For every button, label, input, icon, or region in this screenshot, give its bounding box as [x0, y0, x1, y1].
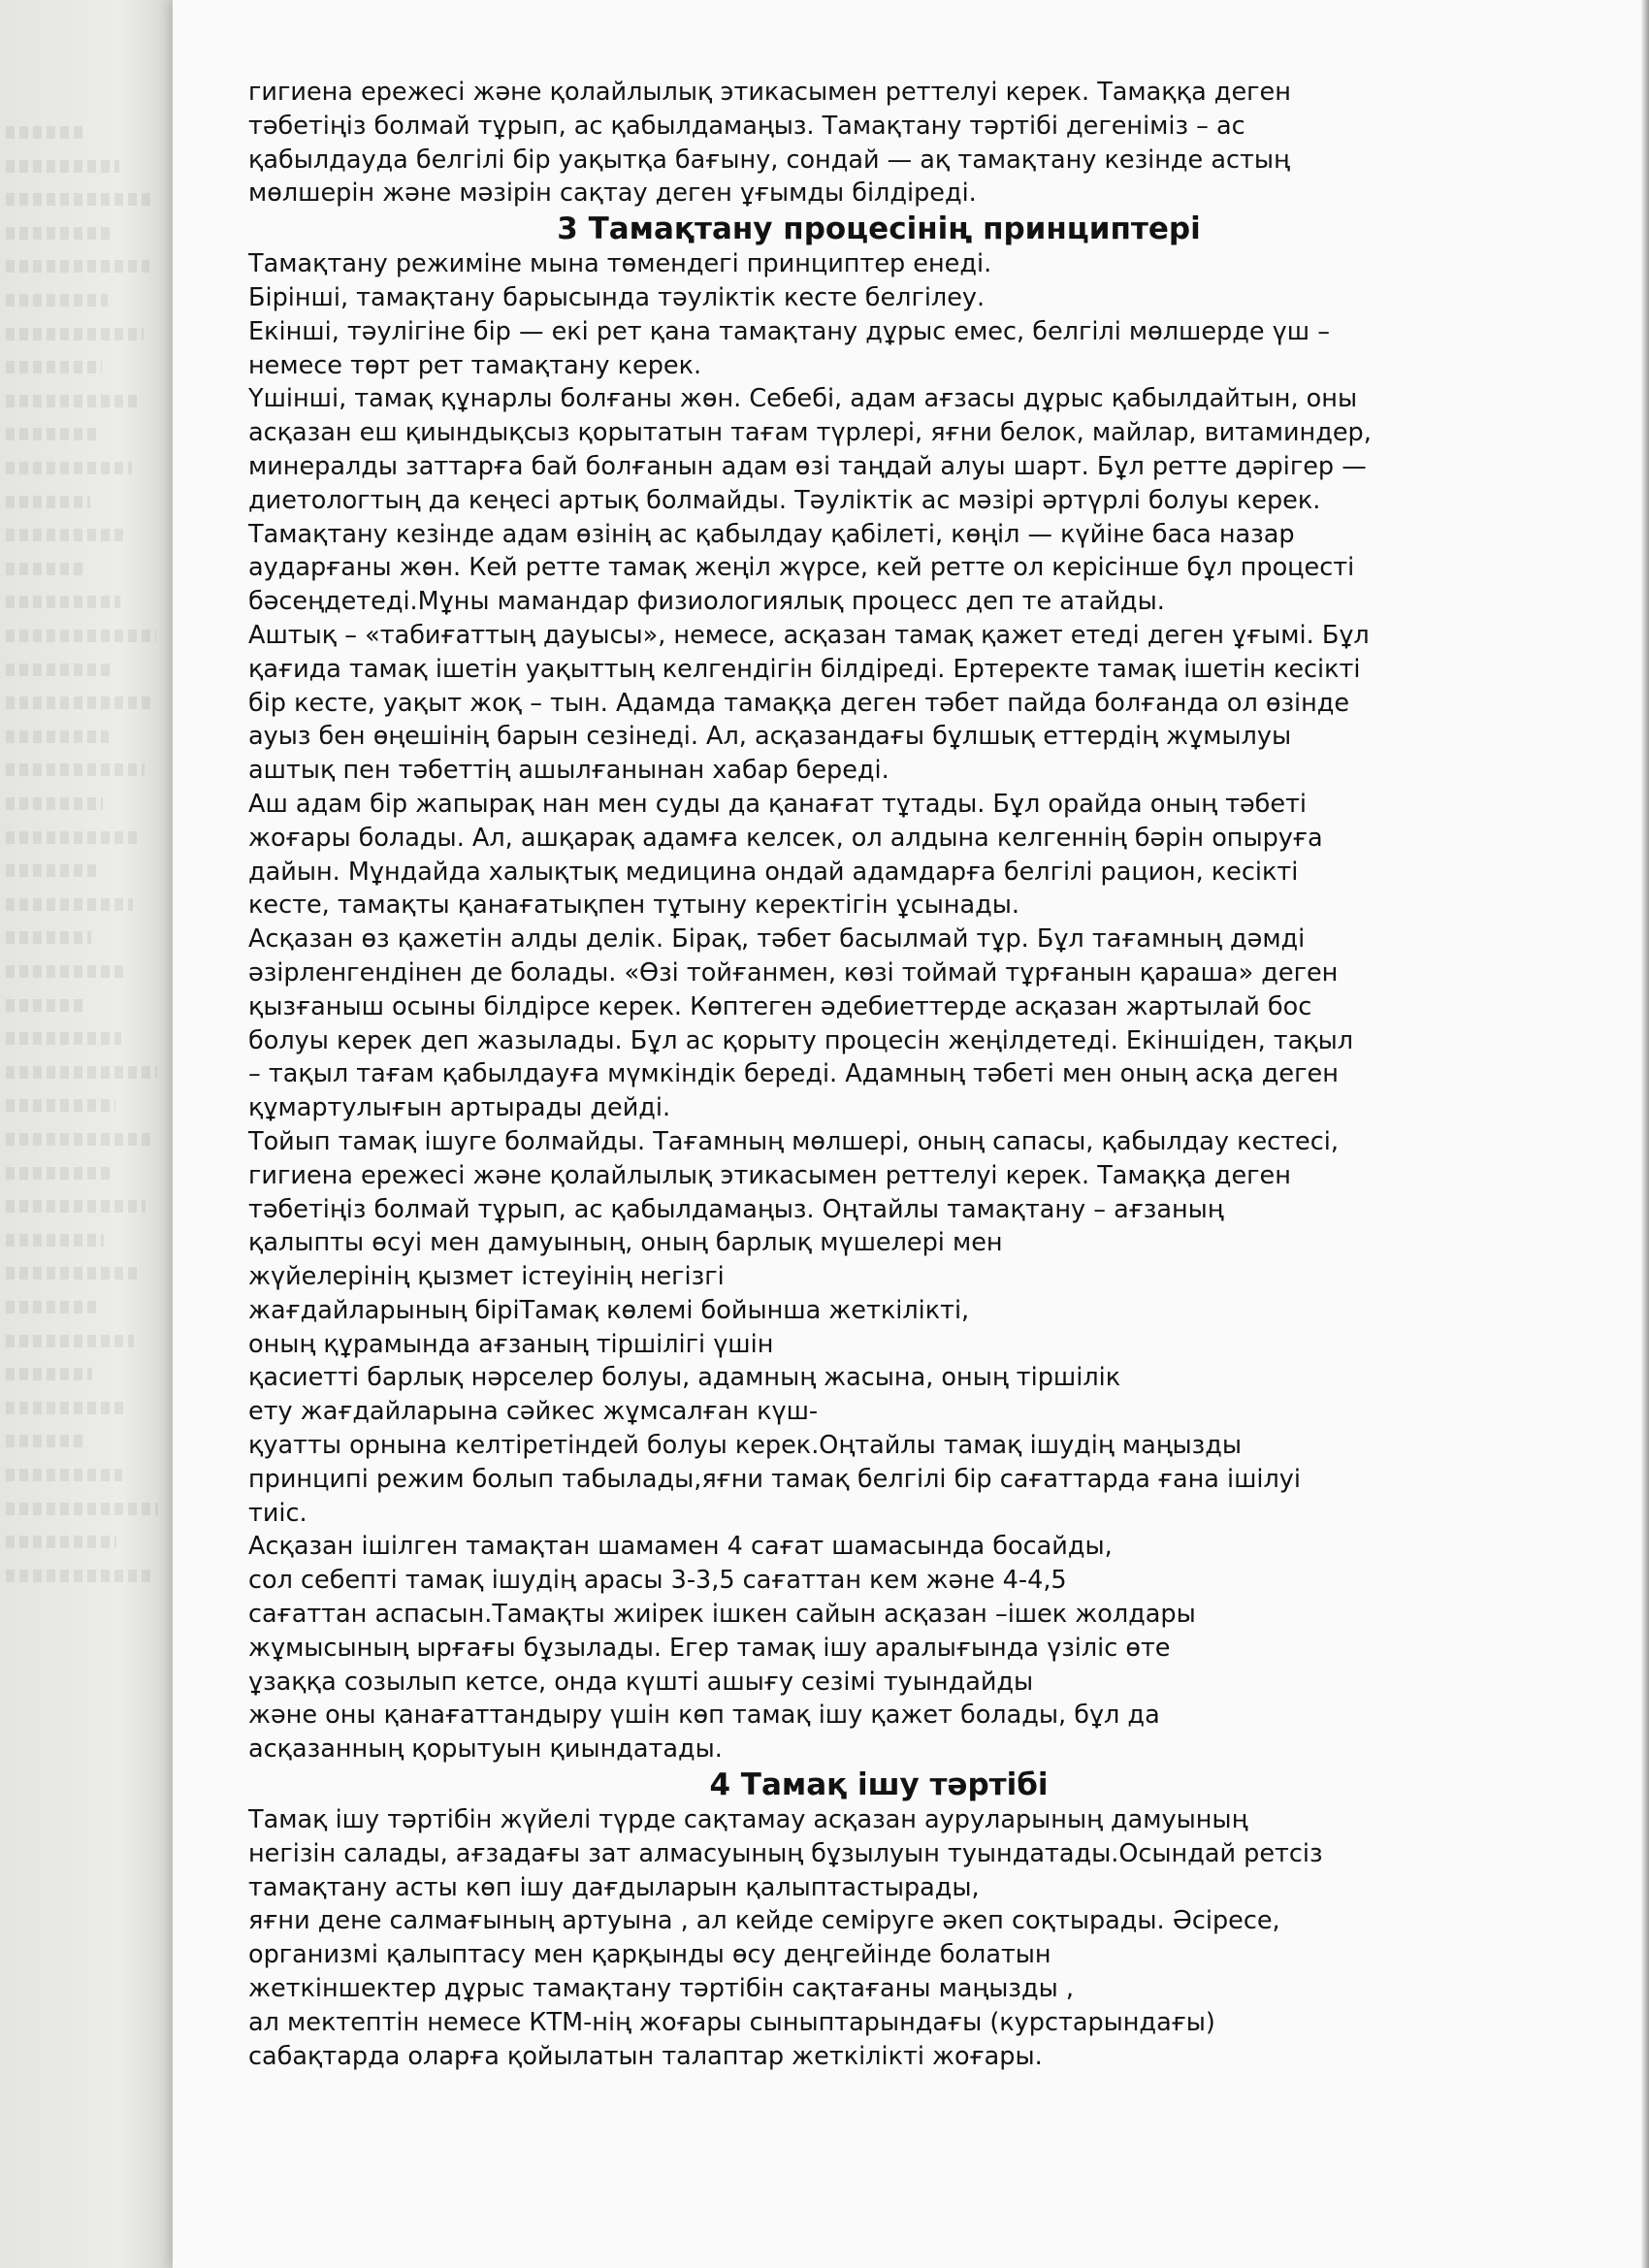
text-line: Үшінші, тамақ құнарлы болғаны жөн. Себебі, адам ағзасы дұрыс қабылдайтын, оны	[248, 384, 1358, 414]
bleed-through-line	[6, 898, 133, 911]
bleed-through-line	[6, 1267, 140, 1280]
text-line: гигиена ережесі және қолайлылық этикасымен реттелуі керек. Тамаққа деген	[248, 1160, 1291, 1190]
text-line: дайын. Мұндайда халықтық медицина ондай адамдарға белгілі рацион, кесікті	[248, 857, 1299, 887]
text-line: сағаттан аспасын.Тамақты жиірек ішкен сайын асқазан –ішек жолдары	[248, 1600, 1196, 1630]
bleed-through-line	[6, 864, 97, 877]
bleed-through-line	[6, 730, 109, 743]
text-line: қызғаныш осыны білдірсе керек. Көптеген әдебиеттерде асқазан жартылай бос	[248, 991, 1312, 1021]
text-line: әзірленгендінен де болады. «Өзі тойғанмен, көзі тоймай тұрғанын қараша» деген	[248, 957, 1339, 988]
bleed-through-line	[6, 160, 119, 173]
text-line: тәбетіңіз болмай тұрып, ас қабылдамаңыз. Оңтайлы тамақтану – ағзаның	[248, 1194, 1224, 1224]
section-4-body	[248, 1803, 1509, 2073]
text-line: Екінші, тәулігіне бір — екі рет қана тамақтану дұрыс емес, белгілі мөлшерде үш –	[248, 316, 1330, 346]
text-line: жұмысының ырғағы бұзылады. Егер тамақ ішу аралығында үзіліс өте	[248, 1633, 1171, 1663]
bleed-through-line	[6, 630, 156, 642]
text-line: асқазанның қорытуын қиындатады.	[248, 1734, 723, 1765]
bleed-through-line	[6, 763, 145, 776]
bleed-through-line	[6, 126, 83, 139]
text-line: және оны қанағаттандыру үшін көп тамақ ішу қажет болады, бұл да	[248, 1701, 1160, 1731]
text-line: минералды заттарға бай болғанын адам өзі таңдай алуы шарт. Бұл ретте дәрігер —	[248, 451, 1367, 481]
text-line: тәбетіңіз болмай тұрып, ас қабылдамаңыз. Тамақтану тәртібі дегеніміз – ас	[248, 111, 1245, 141]
bleed-through-line	[6, 1301, 98, 1313]
text-line: қалыпты өсуі мен дамуының, оның барлық мүшелері мен	[248, 1228, 1003, 1258]
text-line: Аш адам бір жапырақ нан мен суды да қанағат тұтады. Бұл орайда оның тәбеті	[248, 789, 1308, 819]
bleed-through-line	[6, 395, 138, 407]
intro-paragraph	[248, 76, 1509, 211]
bleed-through-line	[6, 596, 120, 608]
bleed-through-line	[6, 1234, 104, 1247]
bleed-through-line	[6, 1032, 121, 1045]
text-line: организмі қалыптасу мен қарқынды өсу деңгейінде болатын	[248, 1940, 1051, 1970]
bleed-through-line	[6, 797, 103, 810]
text-line: қабылдауда белгілі бір уақытқа бағыну, сондай — ақ тамақтану кезінде астың	[248, 145, 1290, 175]
text-line: ету жағдайларына сәйкес жұмсалған күш-	[248, 1397, 819, 1427]
bleed-through-line	[6, 328, 144, 340]
bleed-through-line	[6, 193, 155, 206]
text-line: яғни дене салмағының артуына , ал кейде семіруге әкеп соқтырады. Әсіресе,	[248, 1906, 1280, 1936]
text-line: Асқазан ішілген тамақтан шамамен 4 сағат шамасында босайды,	[248, 1532, 1113, 1562]
text-line: Аштық – «табиғаттың дауысы», немесе, асқазан тамақ қажет етеді деген ұғымі. Бұл	[248, 620, 1370, 650]
text-line: жағдайларының біріТамақ көлемі бойынша жеткілікті,	[248, 1295, 970, 1325]
text-line: диетологтың да кеңесі артық болмайды. Тәуліктік ас мәзірі әртүрлі болуы керек.	[248, 485, 1321, 515]
section-4-heading: 4 Тамақ ішу тәртібі	[709, 1767, 1049, 1803]
bleed-through-line	[6, 529, 126, 541]
bleed-through-line	[6, 462, 132, 474]
text-line: Бірінші, тамақтану барысында тәуліктік кесте белгілеу.	[248, 282, 986, 312]
bleed-through-line	[6, 294, 108, 307]
bleed-through-line	[6, 1368, 92, 1380]
bleed-through-margin	[0, 0, 175, 2268]
bleed-through-line	[6, 496, 90, 508]
bleed-through-line	[6, 1570, 152, 1582]
text-line: жеткіншектер дұрыс тамақтану тәртібін сақтағаны маңызды ,	[248, 1974, 1074, 2004]
bleed-through-line	[6, 1469, 122, 1481]
text-line: немесе төрт рет тамақтану керек.	[248, 350, 702, 380]
bleed-through-line	[6, 260, 149, 273]
text-line: ұзаққа созылып кетсе, онда күшті ашығу сезімі туындайды	[248, 1667, 1034, 1697]
section-3-body	[248, 247, 1509, 1766]
text-line: бір кесте, уақыт жоқ – тын. Адамда тамаққа деген тәбет пайда болғанда ол өзінде	[248, 688, 1350, 718]
page-content	[248, 76, 1509, 2073]
text-line: Тамақ ішу тәртібін жүйелі түрде сақтамау асқазан ауруларының дамуының	[248, 1805, 1248, 1835]
text-line: аштық пен тәбеттің ашылғанынан хабар береді.	[248, 756, 889, 786]
text-line: Асқазан өз қажетін алды делік. Бірақ, тәбет басылмай тұр. Бұл тағамның дәмді	[248, 924, 1306, 955]
text-line: ал мектептін немесе КТМ-нің жоғары сыныптарындағы (курстарындағы)	[248, 2007, 1215, 2037]
text-line: кесте, тамақты қанағатықпен тұтыну керектігін ұсынады.	[248, 891, 1020, 921]
bleed-through-line	[6, 965, 127, 978]
bleed-through-line	[6, 1536, 116, 1548]
text-line: – тақыл тағам қабылдауға мүмкіндік береді. Адамның тәбеті мен оның асқа деген	[248, 1059, 1339, 1089]
text-line: сол себепті тамақ ішудің арасы 3-3,5 сағаттан кем және 4-4,5	[248, 1566, 1067, 1596]
text-line: қасиетті барлық нәрселер болуы, адамның жасына, оның тіршілік	[248, 1363, 1121, 1393]
bleed-through-line	[6, 1402, 128, 1414]
text-line: құмартулығын артырады дейді.	[248, 1093, 671, 1123]
bleed-through-line	[6, 361, 102, 373]
bleed-through-line	[6, 697, 150, 709]
text-line: гигиена ережесі және қолайлылық этикасымен реттелуі керек. Тамаққа деген	[248, 78, 1291, 107]
bleed-through-line	[6, 831, 139, 844]
bleed-through-line	[6, 1435, 86, 1447]
text-line: асқазан еш қиындықсыз қорытатын тағам түрлері, яғни белок, майлар, витаминдер,	[248, 418, 1372, 448]
bleed-through-line	[6, 1335, 134, 1347]
bleed-through-line	[6, 1133, 151, 1146]
text-line: қағида тамақ ішетін уақыттың келгендігін білдіреді. Ертеректе тамақ ішетін кесікті	[248, 654, 1361, 684]
scan-right-edge	[1641, 0, 1649, 2268]
text-line: аударғаны жөн. Кей ретте тамақ жеңіл жүрсе, кей ретте ол керісінше бұл процесті	[248, 553, 1355, 583]
text-line: Тамақтану кезінде адам өзінің ас қабылдау қабілеті, көңіл — күйіне баса назар	[248, 519, 1295, 549]
text-line: Тамақтану режиміне мына төмендегі принциптер енеді.	[248, 249, 992, 279]
text-line: принципі режим болып табылады,яғни тамақ белгілі бір сағаттарда ғана ішілуі	[248, 1464, 1301, 1494]
text-line: негізін салады, ағзадағы зат алмасуының бұзылуын туындатады.Осындай ретсіз	[248, 1838, 1323, 1868]
bleed-through-line	[6, 1099, 115, 1112]
text-line: тиіс.	[248, 1498, 307, 1528]
bleed-through-line	[6, 1200, 146, 1213]
bleed-through-line	[6, 1167, 110, 1180]
text-line: тамақтану асты көп ішу дағдыларын қалыптастырады,	[248, 1872, 980, 1902]
text-line: ауыз бен өңешінің барын сезінеді. Ал, асқазандағы бұлшық еттердің жұмылуы	[248, 722, 1292, 752]
text-line: бәсеңдетеді.Мұны мамандар физиологиялық процесс деп те атайды.	[248, 587, 1165, 617]
bleed-through-line	[6, 428, 96, 440]
bleed-through-line	[6, 563, 84, 575]
bleed-through-line	[6, 1503, 158, 1515]
bleed-through-line	[6, 999, 85, 1012]
bleed-through-line	[6, 1066, 157, 1079]
text-line: жүйелерінің қызмет істеуінің негізгі	[248, 1262, 725, 1292]
document-page	[173, 0, 1649, 2268]
text-line: қуатты орнына келтіретіндей болуы керек.Оңтайлы тамақ ішудің маңызды	[248, 1431, 1243, 1461]
bleed-through-line	[6, 931, 91, 944]
text-line: жоғары болады. Ал, ашқарақ адамға келсек, ол алдына келгеннің бәрін опыруға	[248, 823, 1323, 853]
section-3-heading: 3 Тамақтану процесінің принциптері	[557, 211, 1201, 247]
bleed-through-line	[6, 664, 114, 676]
text-line: сабақтарда оларға қойылатын талаптар жеткілікті жоғары.	[248, 2041, 1043, 2071]
text-line: Тойып тамақ ішуге болмайды. Тағамның мөлшері, оның сапасы, қабылдау кестесі,	[248, 1126, 1339, 1156]
text-line: оның құрамында ағзаның тіршілігі үшін	[248, 1329, 774, 1359]
text-line: мөлшерін және мәзірін сақтау деген ұғымды білдіреді.	[248, 178, 977, 209]
bleed-through-line	[6, 227, 113, 240]
text-line: болуы керек деп жазылады. Бұл ас қорыту процесін жеңілдетеді. Екіншіден, тақыл	[248, 1025, 1354, 1055]
